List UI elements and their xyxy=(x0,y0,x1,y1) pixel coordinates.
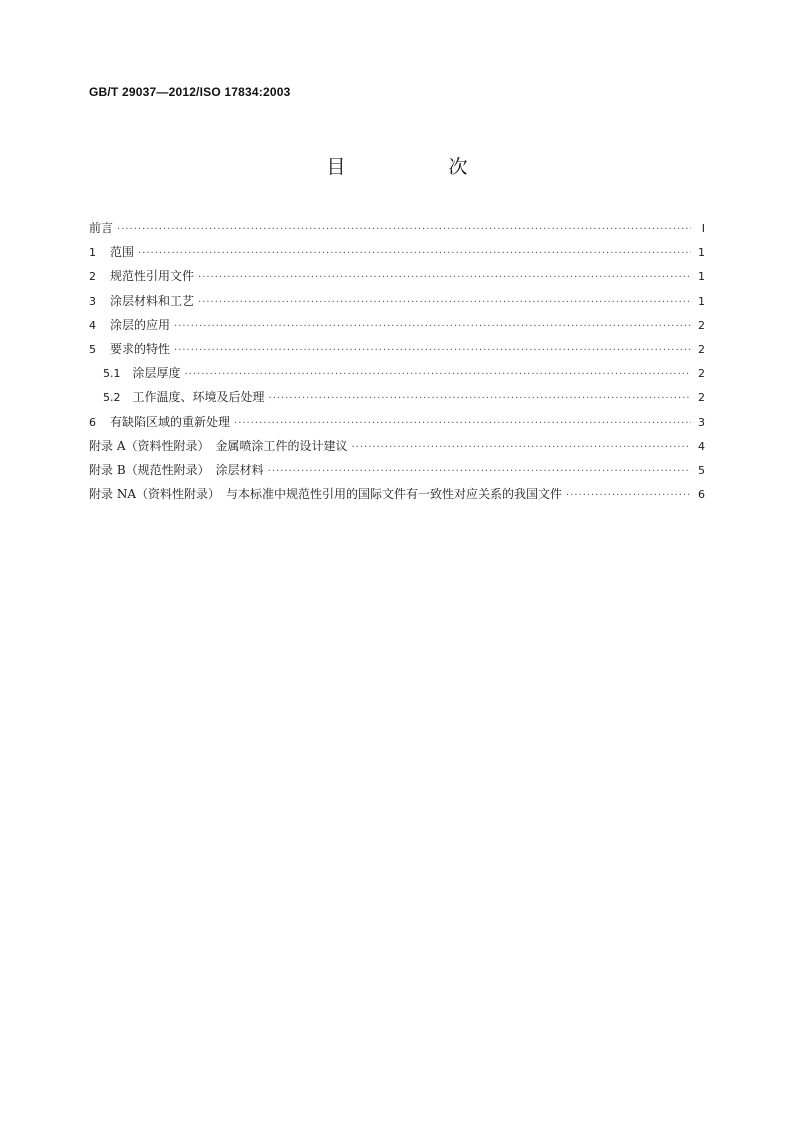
toc-entry-working-temperature[interactable] xyxy=(89,385,705,409)
toc-entry-page: 2 xyxy=(698,367,705,381)
toc-entry-coating-application[interactable] xyxy=(89,313,705,337)
toc-entry-label: 前言 xyxy=(89,221,114,235)
toc-entry-page: 3 xyxy=(698,415,705,429)
toc-entry-label: 5.2 工作温度、环境及后处理 xyxy=(103,390,265,405)
toc-entry-annex-na[interactable] xyxy=(89,482,705,506)
toc-entry-label: 1 范围 xyxy=(89,245,135,260)
toc-entry-defective-area-reprocessing[interactable] xyxy=(89,410,705,434)
toc-entry-page: Ⅰ xyxy=(701,222,705,235)
toc-entry-page: 6 xyxy=(698,488,705,502)
toc-entry-label: 5.1 涂层厚度 xyxy=(103,366,181,381)
toc-entry-label: 附录 NA（资料性附录） 与本标准中规范性引用的国际文件有一致性对应关系的我国文件 xyxy=(89,487,562,502)
toc-entry-normative-references[interactable] xyxy=(89,264,705,288)
toc-leader-dots xyxy=(117,218,691,242)
toc-entry-page: 5 xyxy=(698,463,705,477)
toc-entry-label: 3 涂层材料和工艺 xyxy=(89,293,195,308)
toc-entry-page: 1 xyxy=(698,270,705,284)
toc-title: 目 次 xyxy=(326,156,510,178)
toc-leader-dots xyxy=(351,436,691,460)
toc-entry-page: 2 xyxy=(698,342,705,356)
toc-entry-label: 6 有缺陷区域的重新处理 xyxy=(89,414,231,429)
toc-entry-label: 附录 A（资料性附录） 金属喷涂工件的设计建议 xyxy=(89,438,348,453)
toc-entry-scope[interactable] xyxy=(89,240,705,264)
toc-entry-coating-thickness[interactable] xyxy=(89,361,705,385)
toc-entry-page: 2 xyxy=(698,391,705,405)
toc-entry-required-characteristics[interactable] xyxy=(89,337,705,361)
toc-entry-label: 4 涂层的应用 xyxy=(89,317,171,332)
toc-entry-foreword[interactable] xyxy=(89,216,705,240)
toc-entry-page: 1 xyxy=(698,294,705,308)
toc-entry-label: 2 规范性引用文件 xyxy=(89,269,195,284)
toc-leader-dots xyxy=(198,266,691,290)
toc-entry-annex-b[interactable] xyxy=(89,458,705,482)
toc-leader-dots xyxy=(138,242,691,266)
toc-leader-dots xyxy=(174,315,691,339)
toc-leader-dots xyxy=(566,484,691,508)
toc-leader-dots xyxy=(269,387,691,411)
toc-leader-dots xyxy=(174,339,691,363)
toc-leader-dots xyxy=(268,460,691,484)
toc-entry-page: 1 xyxy=(698,246,705,260)
toc-leader-dots xyxy=(185,363,691,387)
toc-entry-label: 5 要求的特性 xyxy=(89,341,171,356)
toc-entry-page: 4 xyxy=(698,439,705,453)
toc-entry-coating-materials[interactable] xyxy=(89,289,705,313)
toc-entry-label: 附录 B（规范性附录） 涂层材料 xyxy=(89,462,264,477)
toc-leader-dots xyxy=(234,412,691,436)
toc-entry-page: 2 xyxy=(698,318,705,332)
toc-leader-dots xyxy=(198,291,691,315)
toc-entry-annex-a[interactable] xyxy=(89,434,705,458)
table-of-contents xyxy=(89,216,705,506)
standard-code-header: GB/T 29037—2012/ISO 17834:2003 xyxy=(89,85,291,99)
